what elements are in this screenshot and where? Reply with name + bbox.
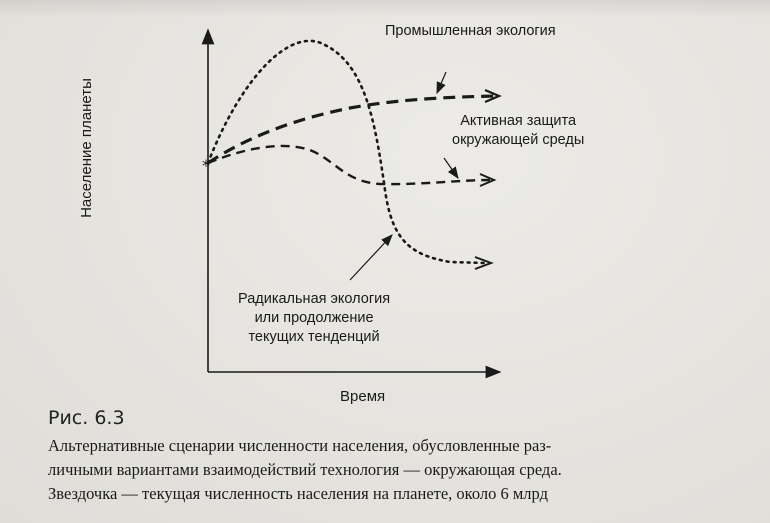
- industrial-ecology-curve: [208, 41, 485, 263]
- x-axis-label: Время: [340, 388, 386, 405]
- pointer-active: [444, 158, 458, 178]
- current-population-marker: *: [202, 156, 210, 175]
- pointer-radical: [350, 235, 392, 280]
- caption-line: Альтернативные сценарии численности населения, обусловленные раз-: [48, 436, 552, 455]
- figure-caption: [48, 434, 748, 506]
- figure-number: Рис. 6.3: [48, 407, 125, 429]
- y-axis-label: Население планеты: [78, 78, 95, 218]
- label-industrial-ecology: Промышленная экология: [385, 23, 556, 39]
- caption-line: Звездочка — текущая численность населения на планете, около 6 млрд: [48, 484, 548, 503]
- label-active-protection: Активная защита окружающей среды: [452, 113, 585, 148]
- caption-line: личными вариантами взаимодействий технология — окружающая среда.: [48, 460, 562, 479]
- label-radical-ecology: Радикальная экология или продолжение текущих тенденций: [238, 291, 391, 345]
- radical-ecology-curve: [208, 146, 490, 184]
- pointer-industrial: [437, 72, 446, 93]
